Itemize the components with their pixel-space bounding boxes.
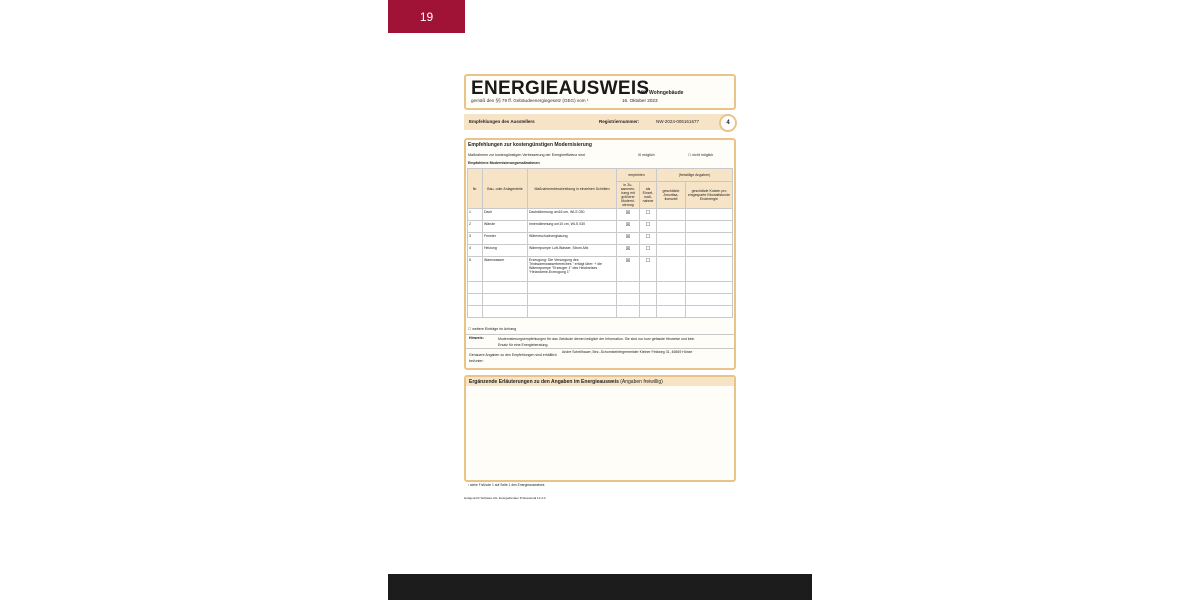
page-number-badge[interactable] — [388, 0, 465, 33]
col-recommended: empfohlen — [617, 169, 657, 182]
law-date: 16. Oktober 2023 — [622, 98, 658, 103]
option-possible — [638, 153, 655, 157]
row-part: Heizung — [483, 245, 528, 257]
row-part: Wände — [483, 221, 528, 233]
row-description: Wärmepumpe Luft-Wasser, Strom-Mix — [528, 245, 617, 257]
notes-label: Hinweis: — [469, 336, 484, 340]
supplementary-box — [464, 375, 736, 482]
contact-text: Andre Schellhauer, Bez.-Schornsteinfegermeister Kleiner Feldweg 31, 46569 Hünxe — [562, 350, 693, 354]
checked-icon: ☒ — [638, 153, 643, 157]
col-amortisation: geschätzte Amortisa-tionszeit — [657, 182, 686, 209]
supplementary-heading — [466, 377, 734, 386]
title-suffix: für Wohngebäude — [641, 90, 684, 96]
table-row — [468, 257, 733, 282]
measures-subheading: Empfohlene Modernisierungsmaßnahmen — [468, 161, 540, 165]
option-possible-label: möglich — [642, 153, 655, 157]
supplementary-note: (Angaben freiwillig) — [620, 379, 663, 385]
row-amortisation — [657, 257, 686, 282]
row-with-modernisation: ☒ — [617, 209, 640, 221]
row-amortisation — [657, 209, 686, 221]
empty-row — [468, 306, 733, 318]
row-costs — [686, 245, 733, 257]
divider — [466, 334, 734, 335]
row-costs — [686, 209, 733, 221]
row-nr: 2 — [468, 221, 483, 233]
row-nr: 5 — [468, 257, 483, 282]
document-title: ENERGIEAUSWEIS — [471, 78, 650, 99]
table-row — [468, 221, 733, 233]
row-with-modernisation: ☒ — [617, 245, 640, 257]
row-single: ☐ — [640, 257, 657, 282]
col-nr: Nr. — [468, 169, 483, 209]
row-costs — [686, 233, 733, 245]
footnote: ¹ siehe Fußnote 1 auf Seite 1 des Energieausweises — [468, 483, 545, 487]
checkbox-icon: ☐ — [688, 153, 693, 157]
row-single: ☐ — [640, 221, 657, 233]
row-description: Erzeugung: Die Versorgung des Trinkwarmwasserbereiches " erfolgt über: + die Wärmepumpe "Erzeuger 1" des Heizkreises "Heizwärme-Erzeugung 1" — [528, 257, 617, 282]
software-credit: Hottgenroth Software AG, Energieberater Professional 12.4.0 — [464, 496, 546, 500]
empty-row — [468, 282, 733, 294]
row-with-modernisation: ☒ — [617, 233, 640, 245]
row-part: Warmwasser — [483, 257, 528, 282]
issuer-strip — [464, 114, 729, 130]
registration-label: Registriernummer: — [599, 119, 640, 124]
row-part: Fenster — [483, 233, 528, 245]
title-box — [464, 74, 736, 110]
row-amortisation — [657, 221, 686, 233]
divider — [466, 348, 734, 349]
row-single: ☐ — [640, 233, 657, 245]
row-part: Dach — [483, 209, 528, 221]
row-description: Wärmeschutzverglasung — [528, 233, 617, 245]
law-reference: gemäß den §§ 79 ff. Gebäudeenergiegesetz (GEG) vom ¹ — [471, 98, 589, 103]
row-with-modernisation: ☒ — [617, 221, 640, 233]
recommendations-box — [464, 138, 736, 370]
row-nr: 1 — [468, 209, 483, 221]
bottom-toolbar[interactable] — [388, 574, 812, 600]
row-amortisation — [657, 233, 686, 245]
checkbox-icon: ☐ — [468, 327, 473, 331]
empty-row — [468, 294, 733, 306]
table-row — [468, 233, 733, 245]
page-marker: 4 — [719, 114, 737, 132]
energy-certificate-page — [464, 73, 740, 513]
option-not-possible-label: nicht möglich — [692, 153, 714, 157]
row-amortisation — [657, 245, 686, 257]
measures-question: Maßnahmen zur kostengünstigen Verbesserung der Energieeffizienz sind — [468, 153, 585, 157]
col-voluntary: (freiwillige Angaben) — [657, 169, 733, 182]
row-nr: 4 — [468, 245, 483, 257]
row-nr: 3 — [468, 233, 483, 245]
row-costs — [686, 221, 733, 233]
registration-number: NW-2024-005161677 — [656, 119, 699, 124]
measures-table — [467, 168, 733, 318]
section-label: Empfehlungen des Ausstellers — [469, 119, 535, 124]
recommendations-heading: Empfehlungen zur kostengünstigen Modernisierung — [468, 142, 592, 148]
col-description: Maßnahmenbeschreibung in einzelnen Schritten — [528, 169, 617, 209]
col-part: Bau- oder Anlagenteile — [483, 169, 528, 209]
table-row — [468, 209, 733, 221]
more-entries — [468, 327, 516, 331]
supplementary-title: Ergänzende Erläuterungen zu den Angaben im Energieausweis — [469, 379, 619, 385]
col-single: als Einzel-maß-nahme — [640, 182, 657, 209]
document-viewer — [388, 0, 812, 600]
col-with-modernisation: in Zu-sammen-hang mit größerer Moderni-sierung — [617, 182, 640, 209]
row-description: Dachdämmung um16 cm, WLS 030 — [528, 209, 617, 221]
table-row — [468, 245, 733, 257]
more-entries-label: weitere Einträge im Anhang — [472, 327, 517, 331]
option-not-possible — [688, 153, 713, 157]
row-single: ☐ — [640, 209, 657, 221]
row-single: ☐ — [640, 245, 657, 257]
row-costs — [686, 257, 733, 282]
row-with-modernisation: ☒ — [617, 257, 640, 282]
notes-text: Modernisierungsempfehlungen für das Gebäude dienen lediglich der Information. Sie sind nur kurz gefasste Hinweise und kein Ersatz für eine Energieberatung. — [498, 337, 695, 347]
page-number: 19 — [419, 9, 434, 24]
col-costs: geschätzte Kosten pro eingesparte Kilowattstunde Endenergie — [686, 182, 733, 209]
row-description: Innendämmung um10 cm, WLS 030 — [528, 221, 617, 233]
contact-label: Genauere Angaben zu den Empfehlungen sind erhältlich bei/unter: — [469, 353, 557, 363]
